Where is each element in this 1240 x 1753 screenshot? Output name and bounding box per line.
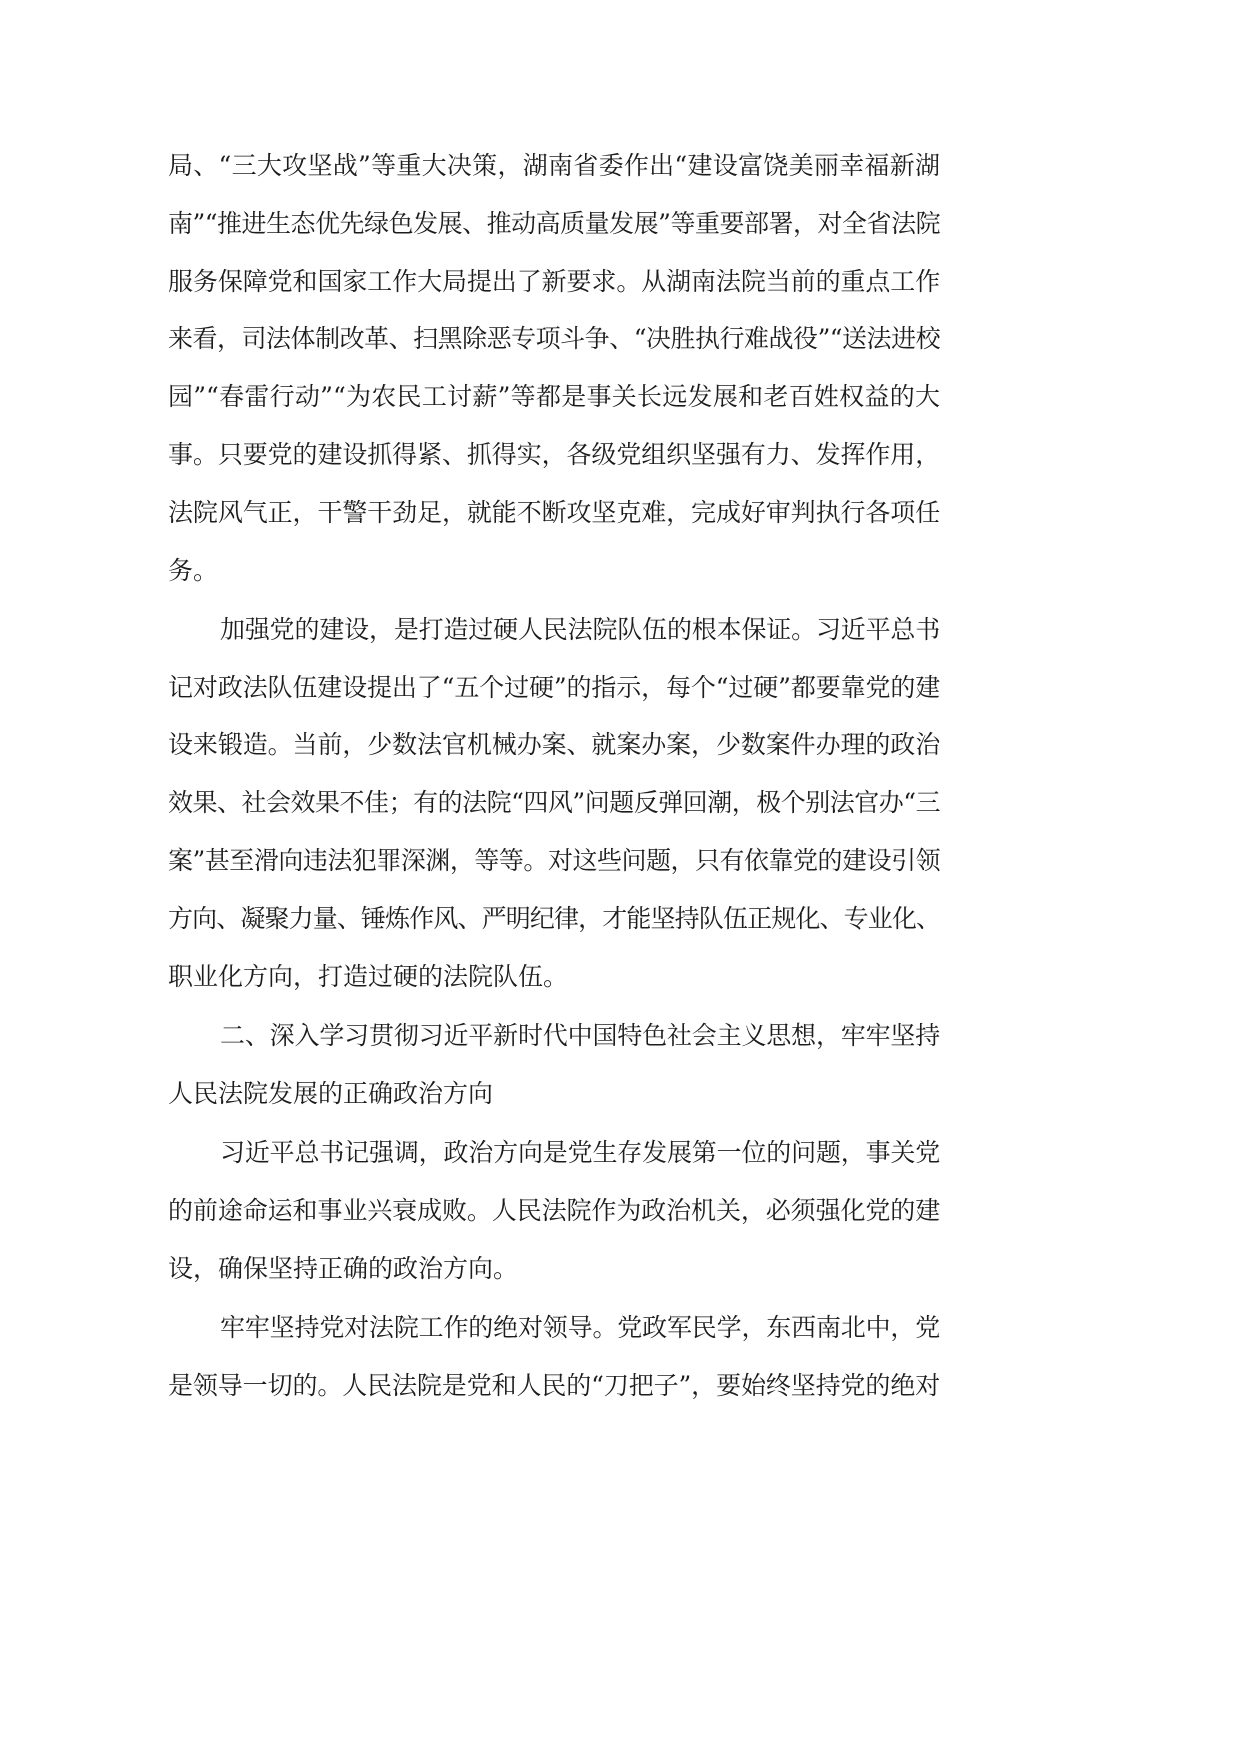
heading-line: 人民法院发展的正确政治方向 [168,1078,494,1108]
text-line: 局、“三大攻坚战”等重大决策，湖南省委作出“建设富饶美丽幸福新湖 [168,151,940,180]
text-line: 园”“春雷行动”“为农民工讨薪”等都是事关长远发展和老百姓权益的大 [168,382,940,412]
heading-line: 二、深入学习贯彻习近平新时代中国特色社会主义思想，牢牢坚持 [220,1020,940,1050]
text-line: 职业化方向，打造过硬的法院队伍。 [168,961,569,991]
text-line: 来看，司法体制改革、扫黑除恶专项斗争、“决胜执行难战役”“送法进校 [168,324,940,354]
text-line: 习近平总书记强调，政治方向是党生存发展第一位的问题，事关党 [220,1138,940,1168]
text-line: 案”甚至滑向违法犯罪深渊，等等。对这些问题，只有依靠党的建设引领 [168,846,940,876]
text-line: 记对政法队伍建设提出了“五个过硬”的指示，每个“过硬”都要靠党的建 [168,672,940,702]
paragraph [168,137,940,599]
text-line: 牢牢坚持党对法院工作的绝对领导。党政军民学，东西南北中，党 [220,1312,940,1342]
text-line: 务。 [168,555,219,585]
paragraph [168,1299,940,1415]
section-heading [168,1007,940,1123]
text-line: 南”“推进生态优先绿色发展、推动高质量发展”等重要部署，对全省法院 [168,208,940,238]
paragraph [168,1124,940,1297]
text-line: 效果、社会效果不佳；有的法院“四风”问题反弹回潮，极个别法官办“三 [168,788,940,818]
text-body [168,137,940,1415]
text-line: 加强党的建设，是打造过硬人民法院队伍的根本保证。习近平总书 [220,614,940,644]
text-line: 设来锻造。当前，少数法官机械办案、就案办案，少数案件办理的政治 [168,730,940,760]
text-line: 法院风气正，干警干劲足，就能不断攻坚克难，完成好审判执行各项任 [168,497,940,527]
text-line: 事。只要党的建设抓得紧、抓得实，各级党组织坚强有力、发挥作用， [168,439,940,469]
text-line: 服务保障党和国家工作大局提出了新要求。从湖南法院当前的重点工作 [168,266,940,296]
text-line: 方向、凝聚力量、锤炼作风、严明纪律，才能坚持队伍正规化、专业化、 [168,903,940,933]
paragraph [168,601,940,1006]
text-line: 是领导一切的。人民法院是党和人民的“刀把子”，要始终坚持党的绝对 [168,1370,940,1400]
text-line: 的前途命运和事业兴衰成败。人民法院作为政治机关，必须强化党的建 [168,1195,940,1225]
text-line: 设，确保坚持正确的政治方向。 [168,1253,519,1283]
